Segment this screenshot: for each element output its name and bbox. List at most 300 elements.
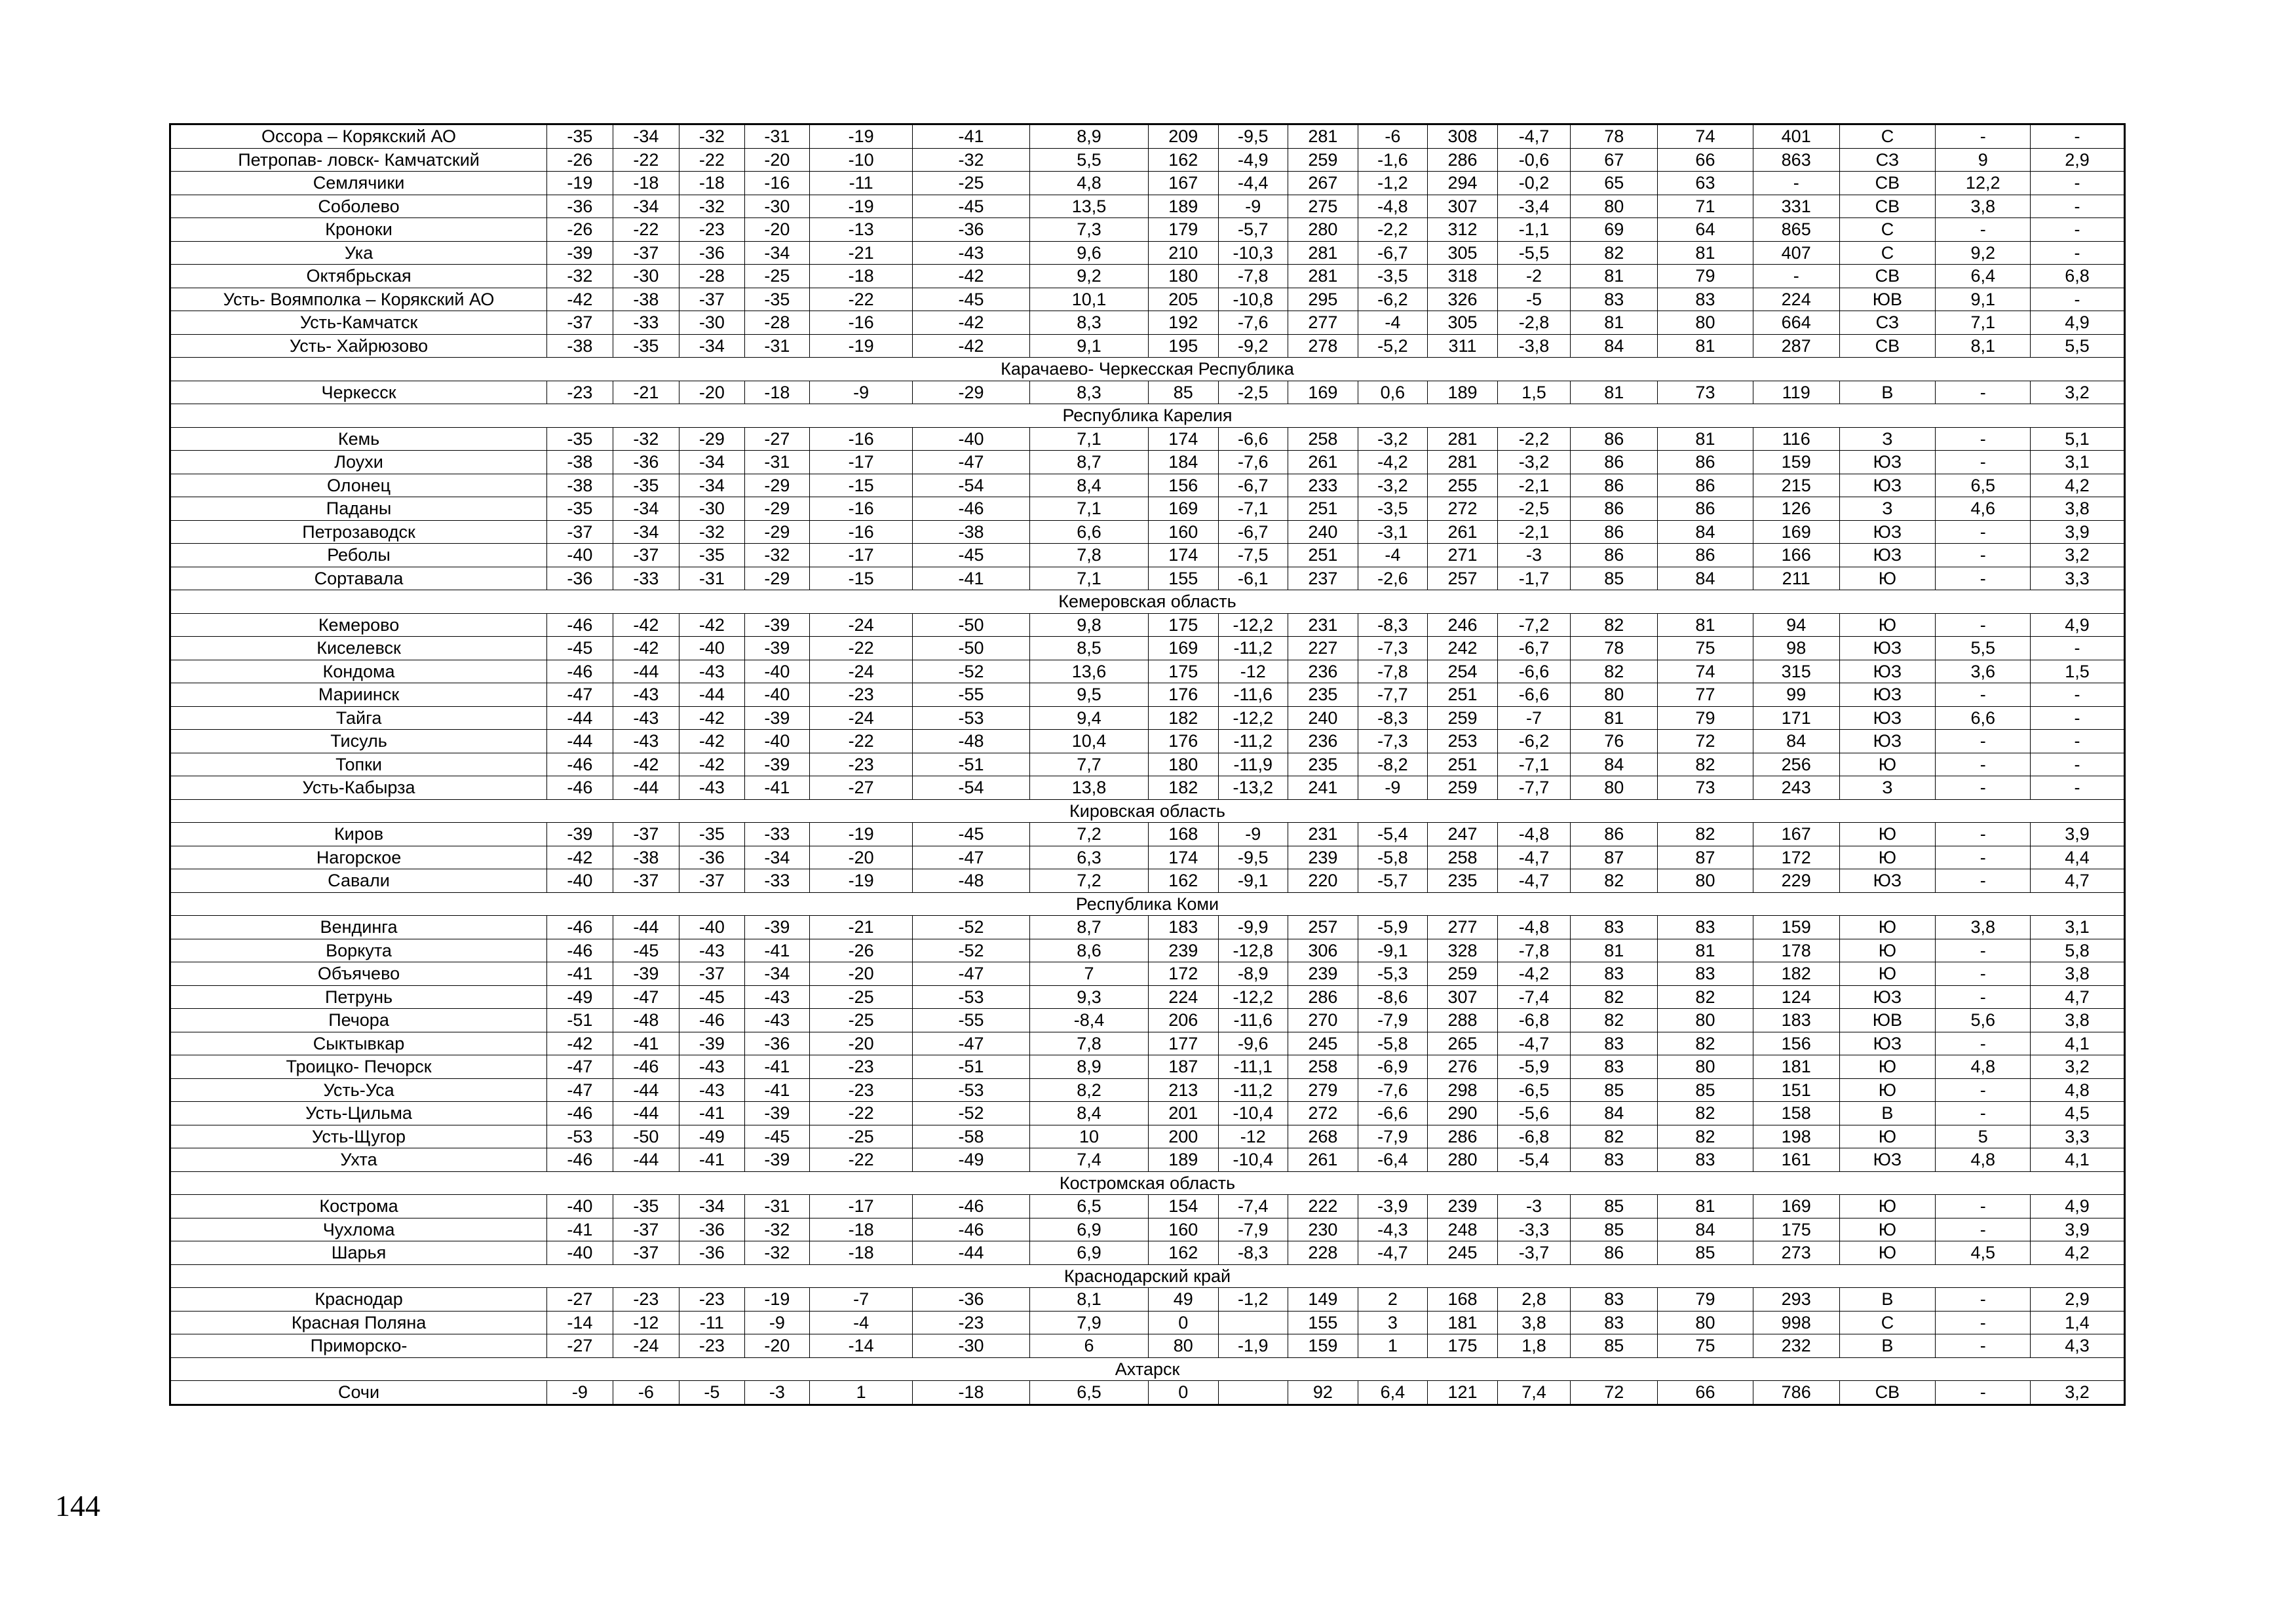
table-cell: 92 (1288, 1381, 1358, 1405)
table-cell: 121 (1428, 1381, 1498, 1405)
table-cell: 12,2 (1936, 172, 2031, 195)
table-cell: -4,8 (1358, 195, 1428, 218)
table-cell: -46 (547, 776, 613, 800)
table-cell: -46 (547, 1102, 613, 1125)
table-cell: 3,6 (1936, 660, 2031, 683)
station-name: Краснодар (170, 1288, 547, 1312)
table-cell: -34 (679, 334, 745, 358)
table-cell: -53 (547, 1125, 613, 1148)
table-cell: -42 (679, 753, 745, 776)
table-cell: 258 (1288, 427, 1358, 451)
table-cell: -23 (679, 1334, 745, 1358)
table-cell: 257 (1288, 916, 1358, 939)
station-name: Соболево (170, 195, 547, 218)
table-cell: -11,2 (1218, 637, 1288, 660)
table-cell: 286 (1288, 985, 1358, 1009)
table-cell: 82 (1571, 613, 1658, 637)
table-cell: -32 (913, 148, 1030, 172)
region-title: Костромская область (170, 1171, 2125, 1195)
table-cell: 0,6 (1358, 381, 1428, 404)
table-cell: -45 (913, 544, 1030, 567)
table-cell: 169 (1148, 637, 1218, 660)
table-cell: 315 (1753, 660, 1839, 683)
table-cell: -43 (679, 776, 745, 800)
table-cell: -46 (547, 753, 613, 776)
table-cell: -7,5 (1218, 544, 1288, 567)
region-title: Ахтарск (170, 1357, 2125, 1381)
table-cell: -24 (810, 706, 913, 730)
table-cell: -45 (913, 823, 1030, 846)
table-cell: -47 (913, 846, 1030, 869)
table-cell: -38 (913, 520, 1030, 544)
table-cell: 3,2 (2031, 544, 2125, 567)
region-header-row (170, 799, 2125, 823)
table-cell: 5,1 (2031, 427, 2125, 451)
table-cell: 258 (1428, 846, 1498, 869)
table-cell: 6 (1029, 1334, 1148, 1358)
table-cell: -44 (613, 916, 679, 939)
table-cell: -46 (547, 1148, 613, 1172)
region-header-row (170, 1171, 2125, 1195)
table-cell: -50 (913, 637, 1030, 660)
table-cell: ЮВ (1839, 288, 1936, 311)
table-cell: -12 (1218, 660, 1288, 683)
table-cell: С (1839, 1311, 1936, 1334)
table-cell: -37 (613, 241, 679, 265)
table-cell: Ю (1839, 613, 1936, 637)
table-cell: Ю (1839, 567, 1936, 590)
table-cell: -5 (679, 1381, 745, 1405)
table-cell: -51 (913, 753, 1030, 776)
table-cell: 174 (1148, 544, 1218, 567)
table-cell: -8,6 (1358, 985, 1428, 1009)
table-cell: 167 (1148, 172, 1218, 195)
table-cell: З (1839, 776, 1936, 800)
table-cell: -2,1 (1497, 520, 1571, 544)
table-cell: 256 (1753, 753, 1839, 776)
table-cell: 231 (1288, 823, 1358, 846)
table-cell: 209 (1148, 124, 1218, 149)
table-cell: ЮЗ (1839, 660, 1936, 683)
table-cell: -9,5 (1218, 124, 1288, 149)
table-cell: 181 (1428, 1311, 1498, 1334)
table-cell: - (1936, 823, 2031, 846)
table-cell: 64 (1658, 218, 1753, 242)
table-cell: 1 (1358, 1334, 1428, 1358)
table-cell: 251 (1428, 683, 1498, 707)
table-cell: 86 (1571, 520, 1658, 544)
table-cell: 4,4 (2031, 846, 2125, 869)
table-cell: 243 (1753, 776, 1839, 800)
table-cell: -46 (613, 1055, 679, 1079)
table-cell: -46 (547, 613, 613, 637)
table-cell: 182 (1148, 776, 1218, 800)
table-cell: -11,9 (1218, 753, 1288, 776)
table-cell: 81 (1658, 334, 1753, 358)
table-cell: 9,5 (1029, 683, 1148, 707)
region-header-row (170, 1357, 2125, 1381)
table-cell: -42 (679, 613, 745, 637)
table-cell: 210 (1148, 241, 1218, 265)
table-cell: -8,3 (1218, 1241, 1288, 1265)
table-cell: -4,7 (1497, 846, 1571, 869)
station-name: Ухта (170, 1148, 547, 1172)
table-cell: 273 (1753, 1241, 1839, 1265)
table-cell: -8,9 (1218, 962, 1288, 986)
station-name: Троицко- Печорск (170, 1055, 547, 1079)
table-cell: -13 (810, 218, 913, 242)
station-name: Нагорское (170, 846, 547, 869)
table-cell: -3,7 (1497, 1241, 1571, 1265)
table-cell: -42 (613, 637, 679, 660)
table-cell: 87 (1658, 846, 1753, 869)
station-name: Усть- Воямполка – Корякский АО (170, 288, 547, 311)
table-cell: - (1936, 1032, 2031, 1055)
table-cell: 9,6 (1029, 241, 1148, 265)
table-cell: 166 (1753, 544, 1839, 567)
table-cell: 13,6 (1029, 660, 1148, 683)
table-cell: 276 (1428, 1055, 1498, 1079)
table-cell: 172 (1148, 962, 1218, 986)
table-cell: 277 (1428, 916, 1498, 939)
table-cell: 4,2 (2031, 474, 2125, 497)
table-cell: -7,9 (1358, 1125, 1428, 1148)
table-cell: 4,9 (2031, 613, 2125, 637)
table-cell: 7,2 (1029, 823, 1148, 846)
table-cell: -20 (744, 1334, 810, 1358)
table-cell: Ю (1839, 823, 1936, 846)
table-cell: -48 (913, 869, 1030, 893)
table-cell: 239 (1428, 1195, 1498, 1218)
table-cell: -41 (613, 1032, 679, 1055)
table-cell: -44 (613, 776, 679, 800)
table-cell: -31 (744, 451, 810, 474)
table-cell: -36 (679, 1241, 745, 1265)
table-cell: - (1936, 544, 2031, 567)
table-cell: -41 (744, 1078, 810, 1102)
table-row (170, 869, 2125, 893)
table-cell: 83 (1571, 1032, 1658, 1055)
table-cell: -18 (679, 172, 745, 195)
table-cell: -46 (547, 916, 613, 939)
table-cell: 0 (1148, 1381, 1218, 1405)
table-cell: -14 (810, 1334, 913, 1358)
table-row (170, 334, 2125, 358)
table-cell: 65 (1571, 172, 1658, 195)
table-cell: ЮЗ (1839, 1148, 1936, 1172)
table-cell: -21 (810, 916, 913, 939)
station-name: Шарья (170, 1241, 547, 1265)
table-cell: 74 (1658, 124, 1753, 149)
table-cell: -43 (744, 1009, 810, 1032)
table-cell: -39 (744, 706, 810, 730)
table-cell: -25 (913, 172, 1030, 195)
table-cell: -12,2 (1218, 706, 1288, 730)
table-cell: -36 (744, 1032, 810, 1055)
table-cell: 81 (1658, 613, 1753, 637)
table-cell: 3,3 (2031, 1125, 2125, 1148)
table-cell: -6,7 (1358, 241, 1428, 265)
table-cell: -47 (913, 962, 1030, 986)
table-cell: -5,3 (1358, 962, 1428, 986)
table-cell: 85 (1571, 1195, 1658, 1218)
table-cell: 4,9 (2031, 1195, 2125, 1218)
table-cell: -48 (613, 1009, 679, 1032)
table-cell: -36 (679, 846, 745, 869)
table-cell: 5,5 (2031, 334, 2125, 358)
table-cell: -35 (613, 474, 679, 497)
table-cell: -12,8 (1218, 939, 1288, 962)
table-cell: -42 (913, 311, 1030, 335)
table-cell: -23 (547, 381, 613, 404)
table-cell: 298 (1428, 1078, 1498, 1102)
table-cell: 7,8 (1029, 1032, 1148, 1055)
table-cell: -53 (913, 1078, 1030, 1102)
table-cell: -44 (913, 1241, 1030, 1265)
table-cell: -2,6 (1358, 567, 1428, 590)
table-cell: 230 (1288, 1218, 1358, 1241)
table-cell: - (1936, 381, 2031, 404)
table-cell: 85 (1571, 1334, 1658, 1358)
table-cell: - (2031, 241, 2125, 265)
table-cell: 160 (1148, 1218, 1218, 1241)
table-cell: -47 (913, 1032, 1030, 1055)
table-cell: 281 (1428, 427, 1498, 451)
table-cell: 6,4 (1358, 1381, 1428, 1405)
table-cell: З (1839, 497, 1936, 521)
station-name: Кемь (170, 427, 547, 451)
table-cell: 3,8 (1497, 1311, 1571, 1334)
table-cell: -19 (810, 869, 913, 893)
table-cell: 7,1 (1029, 567, 1148, 590)
table-cell: -34 (613, 124, 679, 149)
table-cell: -9 (1218, 195, 1288, 218)
table-cell: -46 (547, 660, 613, 683)
table-cell: 78 (1571, 124, 1658, 149)
table-cell: 7,4 (1497, 1381, 1571, 1405)
table-cell: 200 (1148, 1125, 1218, 1148)
table-cell: 270 (1288, 1009, 1358, 1032)
table-cell: -4 (1358, 544, 1428, 567)
table-cell: 281 (1428, 451, 1498, 474)
table-cell: 328 (1428, 939, 1498, 962)
table-cell: -3 (1497, 544, 1571, 567)
table-cell: -41 (547, 1218, 613, 1241)
table-cell: -11,6 (1218, 683, 1288, 707)
region-title: Республика Карелия (170, 404, 2125, 428)
table-row (170, 124, 2125, 149)
table-cell: 331 (1753, 195, 1839, 218)
table-cell: 222 (1288, 1195, 1358, 1218)
table-cell: -11,2 (1218, 730, 1288, 753)
table-cell: Ю (1839, 1195, 1936, 1218)
table-cell: - (2031, 195, 2125, 218)
table-cell: 86 (1571, 497, 1658, 521)
table-cell: - (1936, 451, 2031, 474)
table-cell: -22 (679, 148, 745, 172)
table-cell: -38 (613, 846, 679, 869)
table-cell: 177 (1148, 1032, 1218, 1055)
table-cell: 227 (1288, 637, 1358, 660)
table-cell: - (1936, 1102, 2031, 1125)
table-cell: 255 (1428, 474, 1498, 497)
table-cell: -9,5 (1218, 846, 1288, 869)
table-cell: -6,7 (1218, 520, 1288, 544)
table-cell: 72 (1571, 1381, 1658, 1405)
station-name: Петрунь (170, 985, 547, 1009)
table-cell: 247 (1428, 823, 1498, 846)
table-cell: 239 (1288, 846, 1358, 869)
table-cell: СЗ (1839, 148, 1936, 172)
table-row (170, 1125, 2125, 1148)
table-cell: -24 (810, 613, 913, 637)
table-cell: -28 (744, 311, 810, 335)
table-cell: -51 (547, 1009, 613, 1032)
table-cell: 233 (1288, 474, 1358, 497)
table-cell: - (1936, 683, 2031, 707)
table-cell: 1 (810, 1381, 913, 1405)
table-cell: 80 (1658, 1311, 1753, 1334)
table-cell: 278 (1288, 334, 1358, 358)
table-cell: 183 (1753, 1009, 1839, 1032)
table-cell: Ю (1839, 962, 1936, 986)
table-cell: -29 (679, 427, 745, 451)
table-cell: 8,5 (1029, 637, 1148, 660)
table-cell: -20 (810, 846, 913, 869)
table-cell: -44 (679, 683, 745, 707)
table-cell: -24 (810, 660, 913, 683)
table-cell: -26 (547, 218, 613, 242)
table-row (170, 1288, 2125, 1312)
table-cell: -4 (810, 1311, 913, 1334)
table-cell: 257 (1428, 567, 1498, 590)
table-cell: -49 (913, 1148, 1030, 1172)
table-cell: 237 (1288, 567, 1358, 590)
table-cell: 4,7 (2031, 985, 2125, 1009)
station-name: Усть- Хайрюзово (170, 334, 547, 358)
table-cell: -10,4 (1218, 1102, 1288, 1125)
table-cell: 245 (1428, 1241, 1498, 1265)
table-cell: -10,8 (1218, 288, 1288, 311)
table-cell: -11 (810, 172, 913, 195)
table-cell: - (2031, 637, 2125, 660)
table-cell: 8,7 (1029, 451, 1148, 474)
table-cell: 248 (1428, 1218, 1498, 1241)
table-cell: -43 (679, 660, 745, 683)
table-row (170, 1218, 2125, 1241)
table-cell: -17 (810, 544, 913, 567)
table-cell: -45 (913, 288, 1030, 311)
table-cell: ЮЗ (1839, 1032, 1936, 1055)
table-cell: 4,6 (1936, 497, 2031, 521)
table-cell: 74 (1658, 660, 1753, 683)
table-cell: - (1936, 753, 2031, 776)
table-cell: - (2031, 776, 2125, 800)
table-cell: В (1839, 1334, 1936, 1358)
table-cell: 229 (1753, 869, 1839, 893)
table-cell: 184 (1148, 451, 1218, 474)
table-cell: -43 (679, 1078, 745, 1102)
table-cell: 75 (1658, 1334, 1753, 1358)
table-cell: 175 (1753, 1218, 1839, 1241)
table-cell: -20 (810, 962, 913, 986)
table-cell: -3,4 (1497, 195, 1571, 218)
table-cell: ЮВ (1839, 1009, 1936, 1032)
table-cell: -39 (547, 823, 613, 846)
table-cell: 267 (1288, 172, 1358, 195)
table-row (170, 660, 2125, 683)
table-cell: 8,3 (1029, 381, 1148, 404)
region-header-row (170, 404, 2125, 428)
table-cell: -6,2 (1358, 288, 1428, 311)
table-cell: -27 (547, 1334, 613, 1358)
table-cell: -52 (913, 1102, 1030, 1125)
table-cell: 149 (1288, 1288, 1358, 1312)
table-cell: -32 (679, 195, 745, 218)
table-cell: 8,9 (1029, 1055, 1148, 1079)
table-cell: 3,8 (2031, 497, 2125, 521)
table-cell: СВ (1839, 195, 1936, 218)
station-name: Усть-Уса (170, 1078, 547, 1102)
table-cell: -5,4 (1497, 1148, 1571, 1172)
table-cell: 66 (1658, 148, 1753, 172)
table-cell: 3,1 (2031, 451, 2125, 474)
table-cell: СВ (1839, 172, 1936, 195)
table-cell: -37 (613, 869, 679, 893)
table-cell: 3 (1358, 1311, 1428, 1334)
table-row (170, 265, 2125, 288)
station-name: Красная Поляна (170, 1311, 547, 1334)
table-cell: -32 (744, 1241, 810, 1265)
table-cell: -54 (913, 776, 1030, 800)
table-row (170, 427, 2125, 451)
table-cell: -33 (744, 823, 810, 846)
table-cell: -3 (744, 1381, 810, 1405)
table-cell: -28 (679, 265, 745, 288)
table-cell: 6,3 (1029, 846, 1148, 869)
table-cell: -30 (679, 497, 745, 521)
table-row (170, 637, 2125, 660)
table-cell: -22 (810, 637, 913, 660)
table-cell: -44 (613, 660, 679, 683)
table-cell: 2,9 (2031, 1288, 2125, 1312)
table-cell: 13,5 (1029, 195, 1148, 218)
table-cell: 259 (1428, 962, 1498, 986)
table-cell: 272 (1288, 1102, 1358, 1125)
table-cell: -29 (744, 567, 810, 590)
table-cell: 8,3 (1029, 311, 1148, 335)
table-cell: 175 (1148, 660, 1218, 683)
table-cell: 86 (1571, 544, 1658, 567)
table-cell: 189 (1148, 195, 1218, 218)
table-cell: 318 (1428, 265, 1498, 288)
table-cell: -40 (547, 544, 613, 567)
table-cell: 4,8 (1936, 1055, 2031, 1079)
table-cell: 265 (1428, 1032, 1498, 1055)
table-cell: 251 (1288, 544, 1358, 567)
table-cell: -17 (810, 1195, 913, 1218)
table-cell: 84 (1658, 567, 1753, 590)
table-cell: -7,4 (1497, 985, 1571, 1009)
table-cell: 268 (1288, 1125, 1358, 1148)
table-cell: ЮЗ (1839, 474, 1936, 497)
table-cell: - (1936, 776, 2031, 800)
table-cell: 162 (1148, 1241, 1218, 1265)
table-cell: 84 (1571, 334, 1658, 358)
table-cell: 865 (1753, 218, 1839, 242)
region-header-row (170, 358, 2125, 381)
table-cell: -39 (744, 1148, 810, 1172)
